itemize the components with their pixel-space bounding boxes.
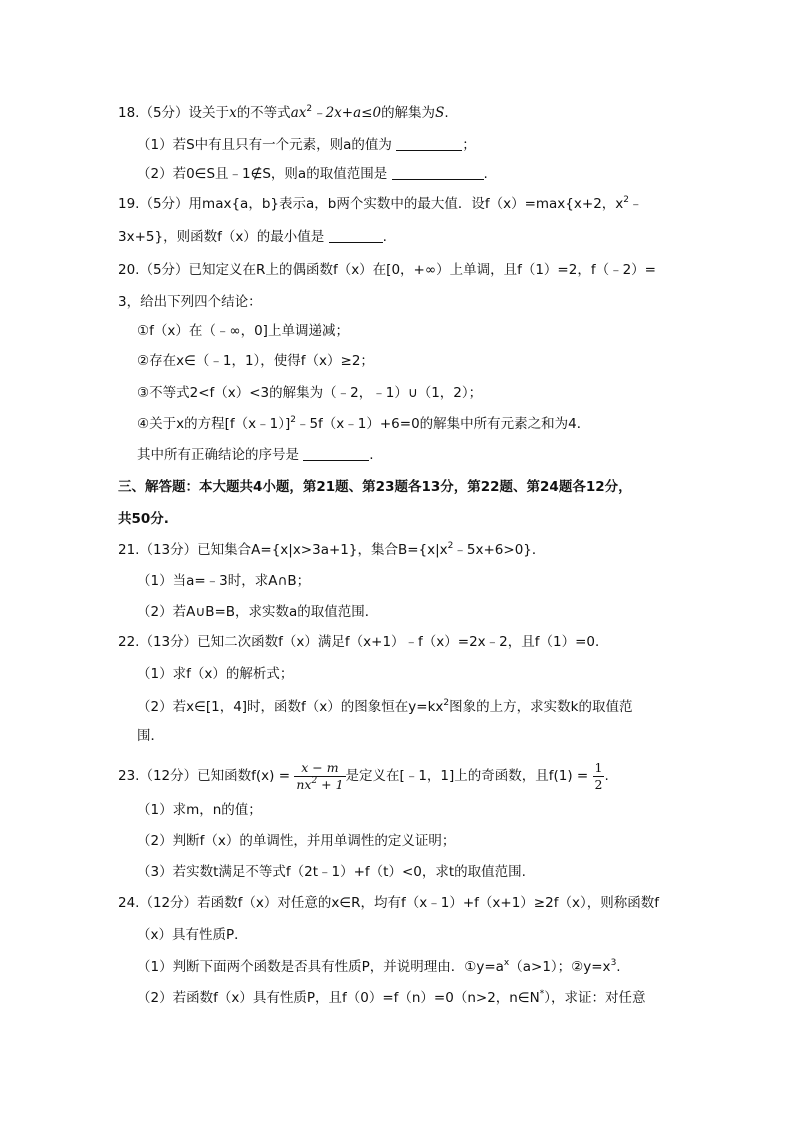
q23-part1	[137, 800, 262, 820]
q22-part2-text-b: 图象的上方，求实数k的取值范	[449, 699, 633, 715]
q23-fraction-numerator: x − m	[294, 760, 345, 777]
q20-conclusion-3	[137, 383, 482, 403]
q19-line2	[118, 227, 387, 247]
q20-conclusion-1	[137, 321, 349, 341]
q18-ineq-b: ﹣2x+a≤0	[312, 105, 382, 121]
q22-part2-cont	[137, 726, 164, 746]
q20-sup: 2	[290, 415, 296, 425]
q24-part2-text-a: （2）若函数f（x）具有性质P，且f（0）=f（n）=0（n>2，n∈N	[137, 990, 540, 1006]
q20-ask-text: 其中所有正确结论的序号是	[137, 447, 299, 463]
section3-heading-text1: 三、解答题：本大题共4小题，第21题、第23题各13分，第22题、第24题各12分，	[118, 479, 632, 495]
q23-part3	[137, 862, 526, 882]
section3-heading-line1	[118, 477, 632, 497]
q18-stem-text-c: 的解集为	[381, 105, 436, 121]
q23-half-denominator: 2	[594, 776, 603, 792]
q21-part2-text: （2）若A∪B=B，求实数a的取值范围．	[137, 604, 379, 620]
section3-heading-text2: 共50分.	[118, 511, 169, 527]
q18-part1-text: （1）若S中有且只有一个元素，则a的值为	[137, 137, 392, 153]
q23-half-numerator: 1	[594, 759, 603, 775]
q19-line1-text-b: ﹣	[629, 196, 643, 212]
q22-part2-text-c: 围．	[137, 728, 164, 744]
q24-line1	[118, 893, 659, 913]
q18-part1	[137, 135, 476, 155]
q21-part1-text: （1）当a=﹣3时，求A∩B；	[137, 573, 311, 589]
q24-part1-sup-3: 3	[610, 958, 617, 968]
q23-stem-text-a: 23.（12分）已知函数f(x) =	[118, 768, 295, 784]
q18-ineq-a: ax	[290, 105, 307, 121]
q19-line2-text: 3x+5}，则函数f（x）的最小值是	[118, 229, 325, 245]
q24-part2-text-b: ），求证：对任意	[544, 990, 646, 1006]
q22-stem-text: 22.（13分）已知二次函数f（x）满足f（x+1）﹣f（x）=2x﹣2，且f（1）=0．	[118, 634, 609, 650]
q24-part2-sup-star: *	[539, 989, 545, 999]
q20-line2	[118, 292, 262, 312]
q18-sup: 2	[306, 104, 313, 114]
q23-part1-text: （1）求m，n的值；	[137, 802, 262, 818]
q23-den-b: + 1	[317, 776, 344, 792]
q21-part2	[137, 602, 378, 622]
q18-var-S: S	[435, 105, 445, 121]
q21-part1	[137, 571, 310, 591]
q18-var-x: x	[229, 105, 237, 121]
q18-stem	[118, 103, 449, 123]
q24-line2	[137, 925, 248, 945]
q18-stem-text-a: 18.（5分）设关于	[118, 105, 230, 121]
q19-sup: 2	[623, 195, 630, 205]
q23-half-fraction	[593, 760, 605, 793]
section3-heading-line2	[118, 509, 169, 529]
q19-line2-end: .	[382, 229, 387, 245]
q24-part2	[137, 988, 645, 1008]
q24-part1-text-b: （a>1）；②y=x	[509, 959, 611, 975]
q18-part2-blank	[392, 167, 484, 180]
q20-line2-text: 3，给出下列四个结论：	[118, 294, 262, 310]
q21-sup: 2	[447, 541, 454, 551]
q23-stem-text-b: 是定义在[﹣1，1]上的奇函数，且f(1) =	[345, 768, 593, 784]
q22-part2	[137, 697, 632, 717]
q24-line1-text: 24.（12分）若函数f（x）对任意的x∈R，均有f（x﹣1）+f（x+1）≥2f（x），则称函数f	[118, 895, 659, 911]
q20-line1	[118, 260, 656, 280]
q24-part1	[137, 957, 621, 977]
q18-part2-text: （2）若0∈S且﹣1∉S，则a的取值范围是	[137, 166, 388, 182]
q23-fraction	[294, 760, 345, 793]
q21-stem-text-a: 21.（13分）已知集合A={x|x>3a+1}，集合B={x|x	[118, 542, 448, 558]
q20-blank	[303, 448, 369, 461]
q20-conclusion-4-text-a: ④关于x的方程[f（x﹣1）]	[137, 416, 291, 432]
q20-conclusion-3-text: ③不等式2<f（x）<3的解集为（﹣2，﹣1）∪（1，2）；	[137, 385, 483, 401]
q23-part3-text: （3）若实数t满足不等式f（2t﹣1）+f（t）<0，求t的取值范围.	[137, 864, 526, 880]
q19-line1	[118, 194, 643, 214]
q24-part1-sup-x: x	[503, 958, 510, 968]
q22-part1-text: （1）求f（x）的解析式；	[137, 666, 294, 682]
q18-stem-text-b: 的不等式	[236, 105, 291, 121]
q23-stem-end: .	[604, 768, 609, 784]
q22-stem	[118, 632, 609, 652]
q23-fraction-denominator	[294, 777, 345, 793]
q18-part2	[137, 164, 488, 184]
q22-part1	[137, 664, 293, 684]
q22-sup: 2	[443, 698, 450, 708]
q20-conclusion-1-text: ①f（x）在（﹣∞，0]上单调递减；	[137, 323, 349, 339]
q18-part1-end: ；	[462, 137, 476, 153]
q24-part1-text-a: （1）判断下面两个函数是否具有性质P，并说明理由．①y=a	[137, 959, 504, 975]
q19-line1-text-a: 19.（5分）用max{a，b}表示a，b两个实数中的最大值．设f（x）=max{x+2，x	[118, 196, 624, 212]
q23-stem	[118, 756, 609, 796]
q18-part2-end: .	[483, 166, 488, 182]
q23-den-sup: 2	[311, 775, 318, 786]
q23-part2-text: （2）判断f（x）的单调性，并用单调性的定义证明；	[137, 833, 456, 849]
q21-stem-text-b: ﹣5x+6>0}．	[453, 542, 546, 558]
q23-den-a: nx	[296, 776, 312, 792]
q20-conclusion-2-text: ②存在x∈（﹣1，1），使得f（x）≥2；	[137, 353, 374, 369]
q19-blank	[329, 230, 383, 243]
q20-ask	[137, 445, 374, 465]
q18-dot: .	[444, 105, 449, 121]
q20-conclusion-2	[137, 351, 374, 371]
q20-line1-text: 20.（5分）已知定义在R上的偶函数f（x）在[0，+∞）上单调，且f（1）=2，f（﹣2）=	[118, 262, 656, 278]
q20-conclusion-4	[137, 414, 590, 434]
q20-conclusion-4-text-b: ﹣5f（x﹣1）+6=0的解集中所有元素之和为4．	[295, 416, 591, 432]
q23-part2	[137, 831, 455, 851]
q24-part1-end: .	[616, 959, 621, 975]
q22-part2-text-a: （2）若x∈[1，4]时，函数f（x）的图象恒在y=kx	[137, 699, 444, 715]
q21-stem	[118, 540, 545, 560]
q18-part1-blank	[396, 138, 462, 151]
q24-line2-text: （x）具有性质P．	[137, 927, 248, 943]
q20-ask-end: .	[369, 447, 374, 463]
